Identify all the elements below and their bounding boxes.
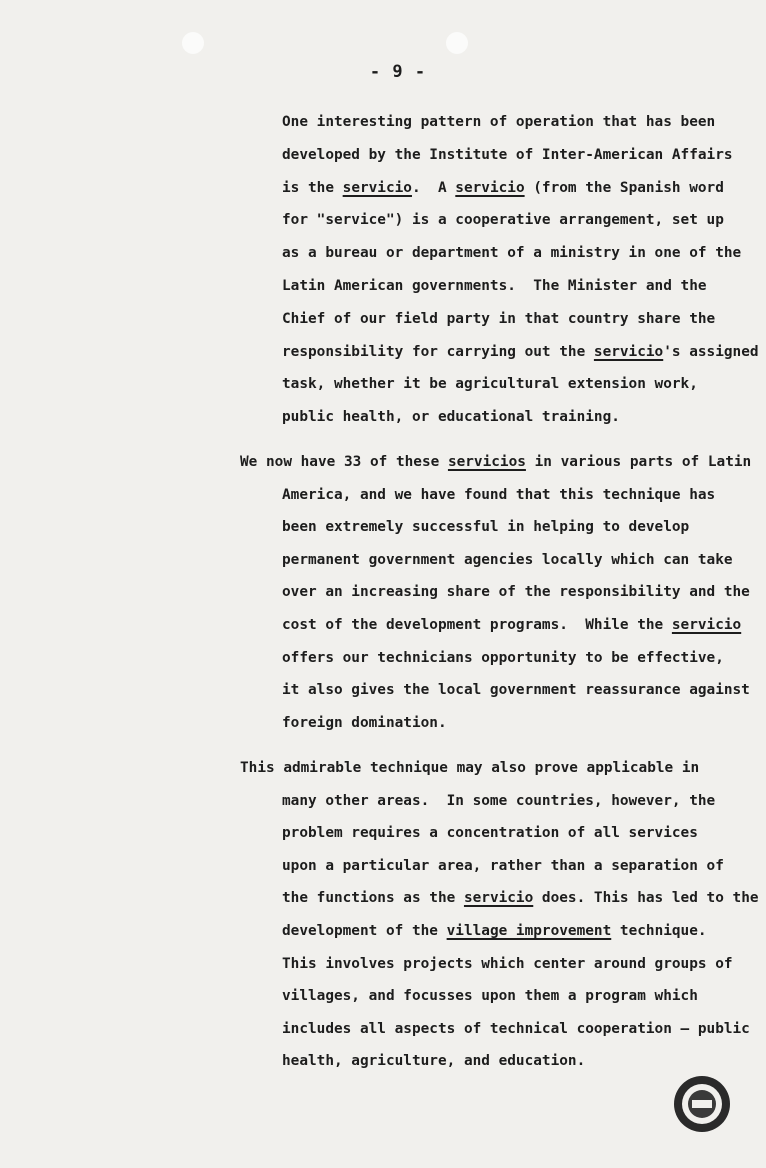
text-line xyxy=(282,374,698,394)
text-run: as a bureau or department of a ministry in one of the xyxy=(282,245,742,261)
text-line xyxy=(282,791,715,811)
text-line xyxy=(282,888,759,908)
text-run: the functions as the xyxy=(282,890,464,906)
underlined-term: servicio xyxy=(342,180,412,196)
underlined-term: servicio xyxy=(593,344,664,360)
text-line xyxy=(282,856,724,876)
text-line xyxy=(282,407,620,427)
text-run: responsibility for carrying out the xyxy=(282,344,594,360)
text-line xyxy=(282,615,741,635)
text-line xyxy=(282,823,698,843)
text-run: foreign domination. xyxy=(282,715,447,731)
text-run: it also gives the local government reassurance against xyxy=(282,682,750,698)
text-line xyxy=(282,178,724,198)
text-line xyxy=(282,276,707,296)
text-run: health, agriculture, and education. xyxy=(282,1053,586,1069)
text-run: developed by the Institute of Inter-American Affairs xyxy=(282,147,733,163)
underlined-term: servicio xyxy=(463,890,534,906)
punch-hole-right xyxy=(446,32,468,54)
text-run: task, whether it be agricultural extension work, xyxy=(282,376,698,392)
text-line xyxy=(282,1019,750,1039)
text-run: over an increasing share of the responsibility and the xyxy=(282,584,750,600)
text-run: villages, and focusses upon them a program which xyxy=(282,988,698,1004)
text-line xyxy=(282,145,733,165)
text-run: public health, or educational training. xyxy=(282,409,620,425)
punch-hole-left xyxy=(182,32,204,54)
text-run: in various parts of Latin xyxy=(525,454,752,470)
text-run: This involves projects which center around groups of xyxy=(282,956,733,972)
text-line xyxy=(282,713,447,733)
text-line xyxy=(282,210,724,230)
text-line xyxy=(282,680,750,700)
library-seal-stamp xyxy=(672,1074,732,1134)
text-run: development of the xyxy=(282,923,447,939)
text-run: 's assigned xyxy=(663,344,759,360)
text-line xyxy=(282,582,750,602)
text-line xyxy=(282,309,715,329)
text-run: technique. xyxy=(611,923,707,939)
text-run: . A xyxy=(411,180,456,196)
text-run: One interesting pattern of operation that has been xyxy=(282,114,716,130)
text-run: Latin American governments. The Minister and the xyxy=(282,278,707,294)
text-run: We now have 33 of these xyxy=(240,454,448,470)
text-run: (from the Spanish word xyxy=(524,180,724,196)
text-line xyxy=(282,485,715,505)
text-run: America, and we have found that this technique has xyxy=(282,487,716,503)
text-run: offers our technicians opportunity to be effective, xyxy=(282,650,724,666)
text-line xyxy=(282,550,733,570)
text-run: This admirable technique may also prove applicable in xyxy=(240,760,700,776)
text-line xyxy=(282,648,724,668)
text-line xyxy=(240,758,699,778)
text-line xyxy=(240,452,751,472)
text-line xyxy=(282,342,759,362)
text-line xyxy=(282,1051,585,1071)
text-line xyxy=(282,112,715,132)
text-run: cost of the development programs. While the xyxy=(282,617,672,633)
underlined-term: servicios xyxy=(447,454,526,470)
text-line xyxy=(282,243,741,263)
text-run: does. This has led to the xyxy=(533,890,759,906)
text-run: is the xyxy=(282,180,343,196)
text-run: many other areas. In some countries, however, the xyxy=(282,793,716,809)
text-run: includes all aspects of technical cooperation — public xyxy=(282,1021,750,1037)
text-line xyxy=(282,954,733,974)
text-run: Chief of our field party in that country share the xyxy=(282,311,716,327)
text-line xyxy=(282,921,707,941)
text-run: permanent government agencies locally which can take xyxy=(282,552,733,568)
text-run: problem requires a concentration of all services xyxy=(282,825,698,841)
text-run: upon a particular area, rather than a separation of xyxy=(282,858,724,874)
text-line xyxy=(282,517,689,537)
underlined-term: servicio xyxy=(671,617,742,633)
text-line xyxy=(282,986,698,1006)
underlined-term: village improvement xyxy=(446,923,612,939)
text-run: been extremely successful in helping to develop xyxy=(282,519,690,535)
text-run: for "service") is a cooperative arrangement, set up xyxy=(282,212,724,228)
page-number: - 9 - xyxy=(369,62,427,82)
underlined-term: servicio xyxy=(455,180,525,196)
